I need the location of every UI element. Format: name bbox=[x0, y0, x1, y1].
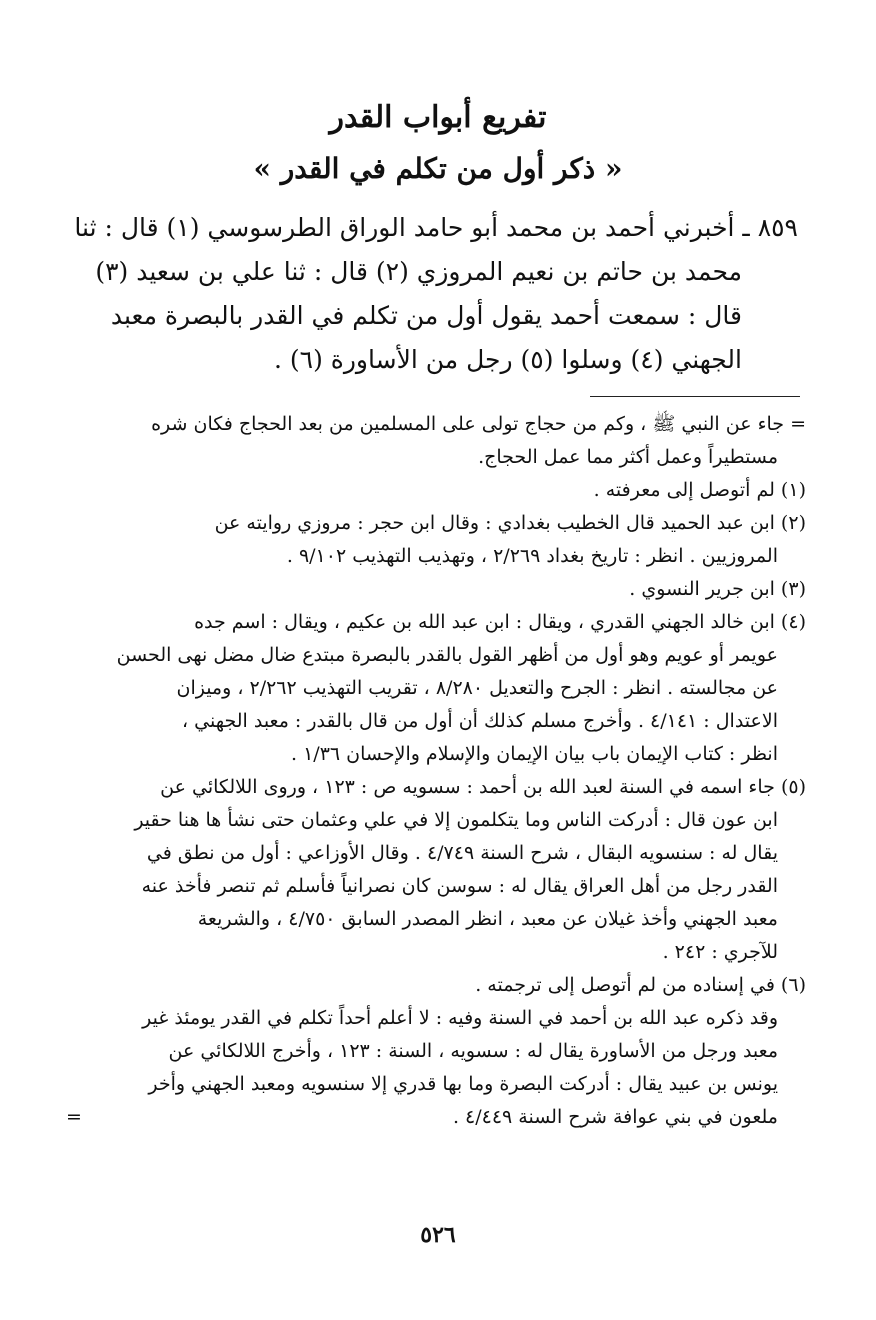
footnote-line: (٦) في إسناده من لم أتوصل إلى ترجمته . bbox=[475, 974, 806, 996]
footnote-line: يونس بن عبيد يقال : أدركت البصرة وما بها قدري إلا سنسويه ومعبد الجهني وأخر bbox=[148, 1073, 778, 1095]
continuation-marker: = bbox=[66, 1106, 82, 1128]
footnote-line: الاعتدال : ٤/١٤١ . وأخرج مسلم كذلك أن أول من قال بالقدر : معبد الجهني ، bbox=[181, 710, 778, 732]
footnote-line bbox=[66, 1101, 806, 1134]
footnote-line: (٣) ابن جرير النسوي . bbox=[629, 578, 806, 600]
chapter-title: تفريع أبواب القدر bbox=[329, 100, 547, 135]
main-text-line: ٨٥٩ ـ أخبرني أحمد بن محمد أبو حامد الوراق الطرسوسي (١) قال : ثنا bbox=[74, 213, 798, 242]
footnote-line: (٥) جاء اسمه في السنة لعبد الله بن أحمد : سسويه ص : ١٢٣ ، وروى اللالكائي عن bbox=[160, 776, 806, 798]
footnote-line: المروزيين . انظر : تاريخ بغداد ٢/٢٦٩ ، وتهذيب التهذيب ٩/١٠٢ . bbox=[286, 545, 778, 567]
main-text-line: محمد بن حاتم بن نعيم المروزي (٢) قال : ثنا علي بن سعيد (٣) bbox=[95, 257, 742, 286]
footnote-line: عن مجالسته . انظر : الجرح والتعديل ٨/٢٨٠ ، تقريب التهذيب ٢/٢٦٢ ، وميزان bbox=[176, 677, 778, 699]
main-text-line: قال : سمعت أحمد يقول أول من تكلم في القدر بالبصرة معبد bbox=[110, 301, 742, 330]
main-text bbox=[74, 206, 798, 382]
footnote-line: معبد الجهني وأخذ غيلان عن معبد ، انظر المصدر السابق ٤/٧٥٠ ، والشريعة bbox=[197, 908, 778, 930]
footnote-line: وقد ذكره عبد الله بن أحمد في السنة وفيه : لا أعلم أحداً تكلم في القدر يومئذ غير bbox=[142, 1007, 778, 1029]
footnote-line: (٤) ابن خالد الجهني القدري ، ويقال : ابن عبد الله بن عكيم ، ويقال : اسم جده bbox=[194, 611, 806, 633]
footnote-line: (١) لم أتوصل إلى معرفته . bbox=[593, 479, 806, 501]
footnotes bbox=[66, 408, 806, 1134]
footnote-line: ابن عون قال : أدركت الناس وما يتكلمون إلا في علي وعثمان حتى نشأ ها هنا حقير bbox=[134, 809, 778, 831]
footnote-line: = جاء عن النبي ﷺ ، وكم من حجاج تولى على المسلمين من بعد الحجاج فكان شره bbox=[151, 413, 806, 435]
footnote-line: مستطيراً وعمل أكثر مما عمل الحجاج. bbox=[478, 446, 778, 468]
footnote-line: انظر : كتاب الإيمان باب بيان الإيمان والإسلام والإحسان ١/٣٦ . bbox=[291, 743, 778, 765]
main-text-line: الجهني (٤) وسلوا (٥) رجل من الأساورة (٦) . bbox=[273, 345, 742, 374]
footnote-divider bbox=[590, 396, 800, 397]
footnote-line: (٢) ابن عبد الحميد قال الخطيب بغدادي : وقال ابن حجر : مروزي روايته عن bbox=[214, 512, 806, 534]
footnote-line-text: ملعون في بني عوافة شرح السنة ٤/٤٤٩ . bbox=[452, 1106, 778, 1128]
page-number: ٥٢٦ bbox=[420, 1222, 456, 1248]
footnote-line: للآجري : ٢٤٢ . bbox=[662, 941, 778, 963]
section-title: « ذكر أول من تكلم في القدر » bbox=[253, 152, 623, 185]
footnote-line: يقال له : سنسويه البقال ، شرح السنة ٤/٧٤٩ . وقال الأوزاعي : أول من نطق في bbox=[146, 842, 778, 864]
footnote-line: عويمر أو عويم وهو أول من أظهر القول بالقدر بالبصرة مبتدع ضال مضل نهى الحسن bbox=[116, 644, 778, 666]
footnote-line: القدر رجل من أهل العراق يقال له : سوسن كان نصرانياً فأسلم ثم تنصر فأخذ عنه bbox=[141, 875, 778, 897]
footnote-line: معبد ورجل من الأساورة يقال له : سسويه ، السنة : ١٢٣ ، وأخرج اللالكائي عن bbox=[168, 1040, 778, 1062]
